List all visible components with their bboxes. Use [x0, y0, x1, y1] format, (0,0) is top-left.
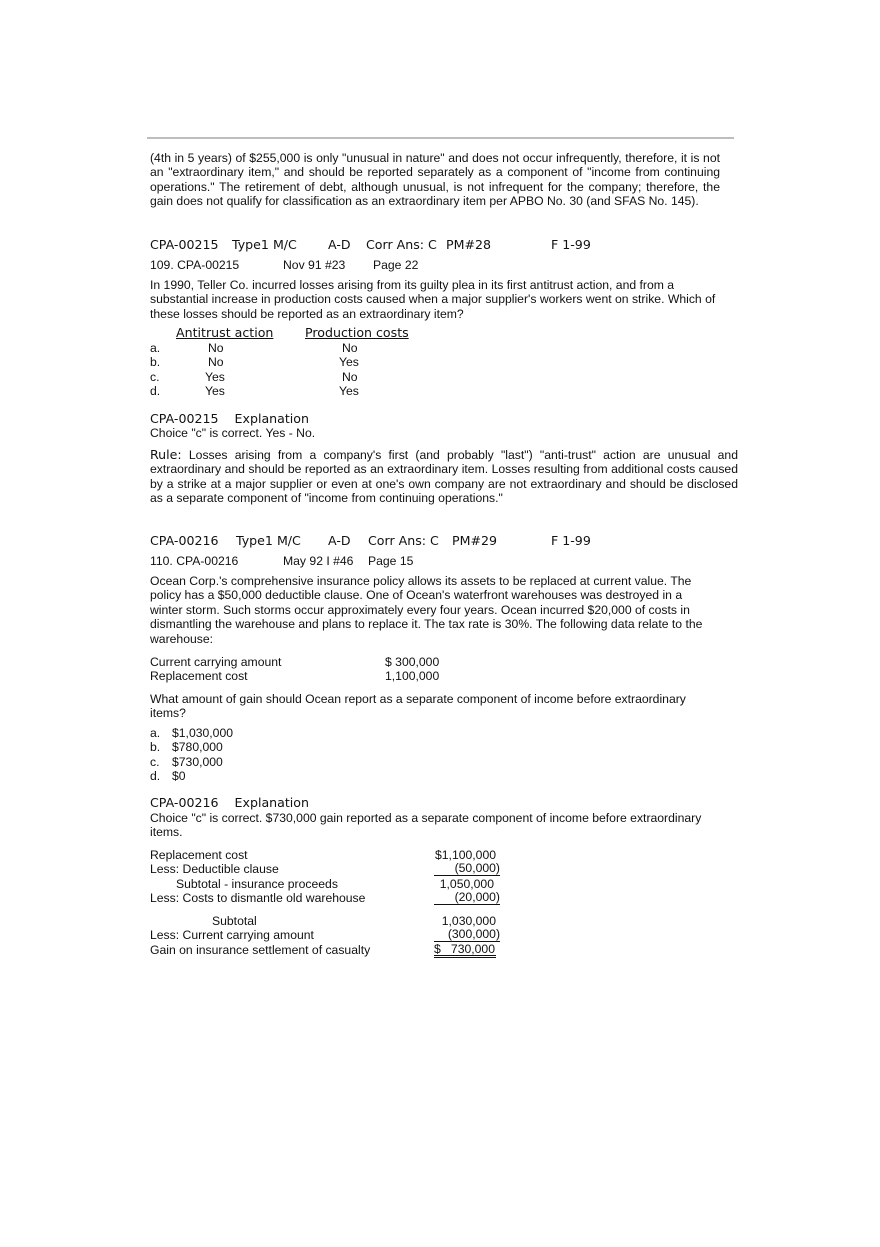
calc-label: Replacement cost: [150, 848, 248, 862]
q110-explanation-line: Choice "c" is correct. $730,000 gain reported as a separate component of income before extraordinary items.: [150, 811, 702, 840]
calc-value: (300,000): [434, 928, 500, 942]
q109-explanation-title: CPA-00215 Explanation: [150, 411, 309, 426]
calc-label: Less: Costs to dismantle old warehouse: [150, 891, 366, 905]
calc-label: Less: Deductible clause: [150, 862, 279, 876]
top-rule: [147, 137, 734, 139]
calc-value: 1,050,000: [439, 877, 494, 891]
q109-col1-header: Antitrust action: [176, 325, 274, 340]
q109-col2-header: Production costs: [305, 325, 409, 340]
rule-text: Losses arising from a company's first (and probably "last") "anti-trust" action are unusual and extraordinary and should be reported as an extraordinary item. Losses resulting from additional costs caused by a strike at a major supplier or even at one's own company are not extraordinary and should be disclosed as a separate component of "income from continuing operations.": [150, 448, 738, 506]
q110-question: Ocean Corp.'s comprehensive insurance policy allows its assets to be replaced at current value. The policy has a $50,000 deductible clause. One of Ocean's waterfront warehouses was destroyed in a winter storm. Such storms occur approximately every four years. Ocean incurred $20,000 of costs in dismantling the warehouse and plans to replace it. The tax rate is 30%. The following data relate to the warehouse:: [150, 574, 703, 646]
q109-question: In 1990, Teller Co. incurred losses arising from its guilty plea in its first antitrust action, and from a substantial increase in production costs caused when a major supplier's workers went on strike. Which of these losses should be reported as an extraordinary item?: [150, 278, 716, 321]
data-value: $ 300,000: [385, 655, 440, 669]
q110-prompt: What amount of gain should Ocean report as a separate component of income before extraordinary items?: [150, 692, 686, 721]
calc-value: $1,100,000: [435, 848, 496, 862]
q110-explanation-title: CPA-00216 Explanation: [150, 795, 309, 810]
calc-value: (20,000): [434, 891, 500, 905]
calc-label: Subtotal: [212, 914, 257, 928]
data-value: 1,100,000: [385, 669, 440, 683]
data-row: Replacement cost: [150, 669, 248, 683]
data-row: Current carrying amount: [150, 655, 282, 669]
q109-explanation-line: Choice "c" is correct. Yes - No.: [150, 426, 316, 440]
rule-label: Rule:: [150, 447, 182, 462]
calc-value: 1,030,000: [441, 914, 496, 928]
q109-rule: [150, 448, 738, 506]
calc-label: Less: Current carrying amount: [150, 928, 314, 942]
calc-value: (50,000): [434, 862, 500, 876]
calc-label: Gain on insurance settlement of casualty: [150, 943, 371, 957]
calc-label: Subtotal - insurance proceeds: [176, 877, 338, 891]
previous-explanation: (4th in 5 years) of $255,000 is only "unusual in nature" and does not occur infrequently, therefore, it is not an "extraordinary item," and should be reported separately as a component of "income from continuing operations." The retirement of debt, although unusual, is not infrequent for the company; therefore, the gain does not qualify for classification as an extraordinary item per APBO No. 30 (and SFAS No. 145).: [150, 151, 720, 209]
calc-total-value: $ 730,000: [434, 942, 495, 956]
